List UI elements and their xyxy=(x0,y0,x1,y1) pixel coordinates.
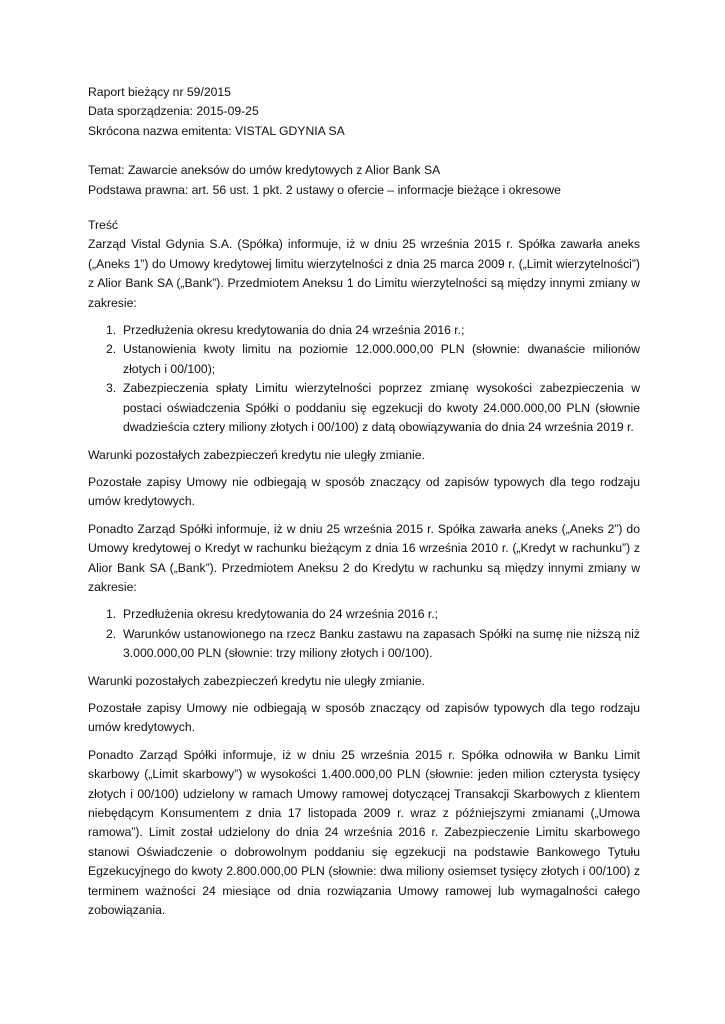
list-item-text: Przedłużenia okresu kredytowania do 24 września 2016 r.; xyxy=(123,607,439,622)
report-document xyxy=(88,83,640,928)
list-item xyxy=(88,340,640,379)
issuer-name: Skrócona nazwa emitenta: VISTAL GDYNIA SA xyxy=(88,123,345,138)
list-item-number: 2. xyxy=(106,626,117,641)
annex-2-changes-list xyxy=(88,605,640,663)
paragraph-collateral-unchanged-2: Warunki pozostałych zabezpieczeń kredytu nie uległy zmianie. xyxy=(88,673,425,688)
paragraph-other-terms-2: Pozostałe zapisy Umowy nie odbiegają w sposób znaczący od zapisów typowych dla tego rodzaju umów kredytowych. xyxy=(88,700,640,735)
list-item xyxy=(88,379,640,437)
paragraph-annex-2-intro: Ponadto Zarząd Spółki informuje, iż w dniu 25 września 2015 r. Spółka zawarła aneks („Aneks 2”) do Umowy kredytowej o Kredyt w rachunku bieżącym z dnia 16 września 2010 r. („Kredyt w rachunku”) z Alior Bank SA („Bank”). Przedmiotem Aneksu 2 do Kredytu w rachunku są między innymi zmiany w zakresie: xyxy=(88,521,640,594)
report-topic: Temat: Zawarcie aneksów do umów kredytowych z Alior Bank SA xyxy=(88,163,441,178)
list-item-text: Ustanowienia kwoty limitu na poziomie 12.000.000,00 PLN (słownie: dwanaście milionów złotych i 00/100); xyxy=(123,342,640,376)
content-heading: Treść xyxy=(88,218,119,233)
list-item xyxy=(88,625,640,664)
paragraph-treasury-limit: Ponadto Zarząd Spółki informuje, iż w dniu 25 września 2015 r. Spółka odnowiła w Banku Limit skarbowy („Limit skarbowy”) w wysokości 1.400.000,00 PLN (słownie: jeden milion czterysta tysięcy złotych i 00/100) udzielony w ramach Umowy ramowej dotyczącej Transakcji Skarbowych z klientem niebędącym Konsumentem z dnia 17 listopada 2009 r. wraz z późniejszymi zmianami („Umowa ramowa”). Limit został udzielony do dnia 24 września 2016 r. Zabezpieczenie Limitu skarbowego stanowi Oświadczenie o dobrowolnym poddaniu się egzekucji na podstawie Bankowego Tytułu Egzekucyjnego do kwoty 2.800.000,00 PLN (słownie: dwa miliony osiemset tysięcy złotych i 00/100) z terminem ważności 24 miesiące od dnia rozwiązania Umowy ramowej lub wymagalności całego zobowiązania. xyxy=(88,747,640,918)
report-date: Data sporządzenia: 2015-09-25 xyxy=(88,104,259,119)
list-item-text: Warunków ustanowionego na rzecz Banku zastawu na zapasach Spółki na sumę nie niższą niż 3.000.000,00 PLN (słownie: trzy miliony złotych i 00/100). xyxy=(123,626,640,661)
paragraph-other-terms-1: Pozostałe zapisy Umowy nie odbiegają w sposób znaczący od zapisów typowych dla tego rodzaju umów kredytowych. xyxy=(88,474,640,509)
annex-1-changes-list xyxy=(88,321,640,437)
paragraph-annex-1-intro: Zarząd Vistal Gdynia S.A. (Spółka) informuje, iż w dniu 25 września 2015 r. Spółka zawarła aneks („Aneks 1”) do Umowy kredytowej limitu wierzytelności z dnia 25 marca 2009 r. („Limit wierzytelności”) z Alior Bank SA („Bank”). Przedmiotem Aneksu 1 do Limitu wierzytelności są między innymi zmiany w zakresie: xyxy=(88,237,640,310)
list-item xyxy=(88,321,640,340)
report-number: Raport bieżący nr 59/2015 xyxy=(88,85,231,99)
list-item-text: Zabezpieczenia spłaty Limitu wierzytelności poprzez zmianę wysokości zabezpieczenia w postaci oświadczenia Spółki o poddaniu się egzekucji do kwoty 24.000.000,00 PLN (słownie dwadzieścia cztery miliony złotych i 00/100) z datą obowiązywania do dnia 24 września 2019 r. xyxy=(123,381,640,435)
legal-basis: Podstawa prawna: art. 56 ust. 1 pkt. 2 ustawy o ofercie – informacje bieżące i okresowe xyxy=(88,182,561,197)
list-item xyxy=(88,605,640,624)
list-item-number: 3. xyxy=(106,381,117,396)
list-item-number: 1. xyxy=(106,607,117,622)
paragraph-collateral-unchanged-1: Warunki pozostałych zabezpieczeń kredytu nie uległy zmianie. xyxy=(88,447,425,462)
list-item-text: Przedłużenia okresu kredytowania do dnia 24 września 2016 r.; xyxy=(123,323,465,338)
list-item-number: 1. xyxy=(106,323,117,338)
list-item-number: 2. xyxy=(106,342,117,357)
